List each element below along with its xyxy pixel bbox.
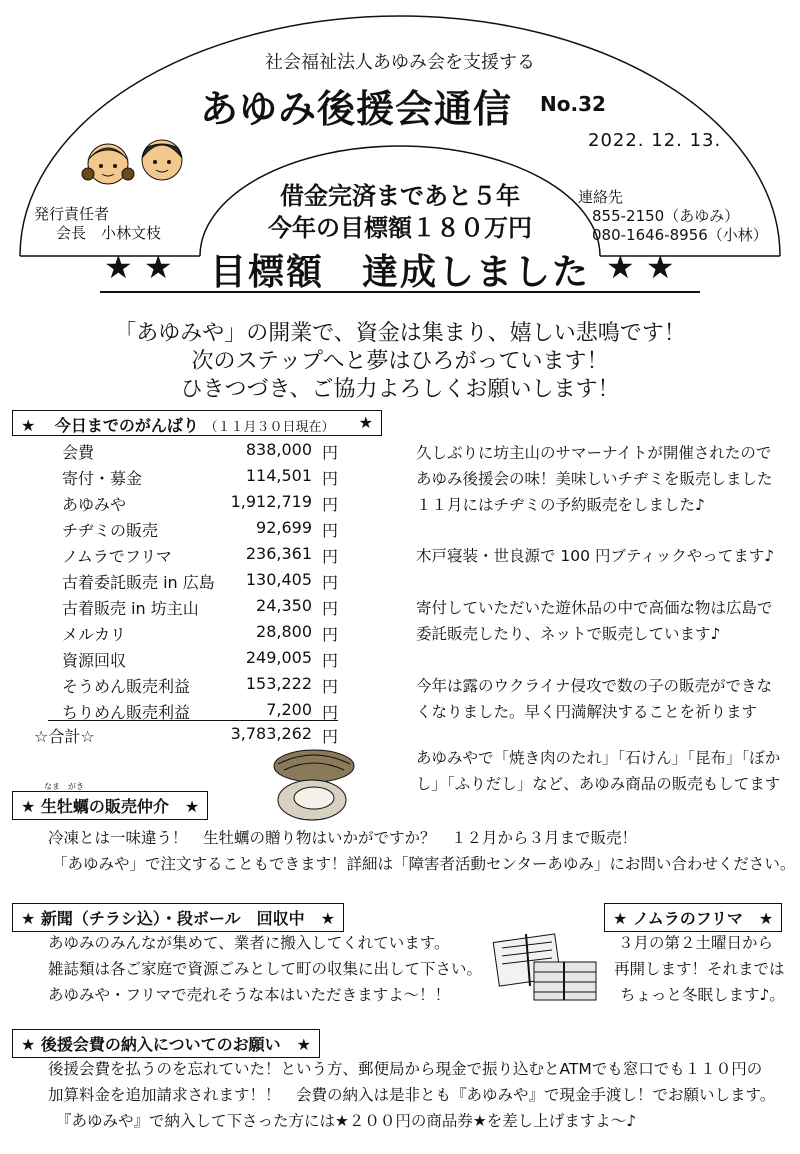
row-value: 28,800 <box>256 622 312 641</box>
boy-icon <box>142 140 182 180</box>
newsletter-title: あゆみ後援会通信 <box>200 87 513 131</box>
row-label: チヂミの販売 <box>62 521 159 540</box>
progress-header-star-left: ★ <box>21 416 36 435</box>
progress-header-star-right: ★ <box>358 413 373 432</box>
note-3-line-2: 委託販売したり、ネットで販売しています♪ <box>416 625 721 643</box>
lead-line-2: 次のステップへと夢はひろがっています！ <box>191 349 609 374</box>
newspaper-bundle-icon <box>490 928 602 1006</box>
issue-number: No.32 <box>540 92 606 116</box>
row-currency: 円 <box>322 703 339 722</box>
row-label: メルカリ <box>62 625 127 644</box>
fee-header: ★ 後援会費の納入についてのお願い ★ <box>12 1029 320 1058</box>
fee-line-2: 加算料金を追加請求されます！！ 会費の納入は是非とも『あゆみや』で現金手渡し！でお願いします。 <box>48 1086 776 1104</box>
row-value: 24,350 <box>256 596 312 615</box>
row-currency: 円 <box>322 651 339 670</box>
contact-phone-2: 080-1646-8956（小林） <box>592 226 768 244</box>
note-1-line-1: 久しぶりに坊主山のサマーナイトが開催されたので <box>416 444 772 462</box>
row-label: 古着委託販売 in 広島 <box>62 573 215 592</box>
row-value: 236,361 <box>245 544 312 563</box>
lead-line-3: ひきつづき、ご協力よろしくお願いします！ <box>180 377 620 402</box>
row-label: 寄付・募金 <box>62 469 143 488</box>
oyster-line-1: 冷凍とは一味違う！ 生牡蠣の贈り物はいかがですか？ １２月から３月まで販売！ <box>48 829 638 847</box>
total-value: 3,783,262 <box>230 724 312 743</box>
row-value: 153,222 <box>245 674 312 693</box>
oyster-header: ★ 生牡蠣の販売仲介 ★ <box>12 791 208 820</box>
achievement-banner: 目標額 達成しました <box>209 252 590 293</box>
banner-stars-right: ★ ★ <box>606 248 675 286</box>
row-currency: 円 <box>322 495 339 514</box>
subtitle: 社会福祉法人あゆみ会を支援する <box>265 52 535 73</box>
row-label: 資源回収 <box>62 651 127 670</box>
row-value: 114,501 <box>245 466 312 485</box>
note-5-line-2: し」「ふりだし」など、あゆみ商品の販売もしてます <box>416 775 781 793</box>
note-4-line-2: くなりました。早く円満解決することを祈ります <box>416 703 758 721</box>
contact-phone-1: 855-2150（あゆみ） <box>592 207 740 225</box>
newspaper-line-3: あゆみや・フリマで売れそうな本はいただきますよ～！！ <box>48 986 451 1004</box>
row-currency: 円 <box>322 443 339 462</box>
banner-stars-left: ★ ★ <box>104 248 173 286</box>
row-currency: 円 <box>322 573 339 592</box>
row-label: あゆみや <box>62 495 127 514</box>
row-value: 838,000 <box>245 440 312 459</box>
oyster-line-2: 「あゆみや」で注文することもできます！詳細は「障害者活動センターあゆみ」にお問い合わせください。 <box>52 855 796 873</box>
note-3-line-1: 寄付していただいた遊休品の中で高価な物は広島で <box>416 599 773 617</box>
oyster-ruby: なま がき <box>44 782 84 791</box>
row-currency: 円 <box>322 521 339 540</box>
row-label: ノムラでフリマ <box>62 547 172 566</box>
row-currency: 円 <box>322 599 339 618</box>
note-1-line-3: １１月にはチヂミの予約販売をしました♪ <box>416 496 705 514</box>
row-currency: 円 <box>322 625 339 644</box>
row-label: ちりめん販売利益 <box>62 703 191 722</box>
row-value: 130,405 <box>245 570 312 589</box>
row-value: 249,005 <box>245 648 312 667</box>
nomura-line-1: ３月の第２土曜日から <box>618 934 774 952</box>
oyster-icon <box>266 744 358 824</box>
nomura-line-2: 再開します！それまでは <box>614 960 785 978</box>
note-4-line-1: 今年は露のウクライナ侵攻で数の子の販売ができな <box>416 677 773 695</box>
row-label: 古着販売 in 坊主山 <box>62 599 199 618</box>
progress-header <box>12 410 382 436</box>
issue-date: 2022. 12. 13. <box>588 130 722 151</box>
note-1-line-2: あゆみ後援会の味！美味しいチヂミを販売しました <box>416 470 773 488</box>
publisher-name: 会長 小林文枝 <box>56 224 162 242</box>
row-value: 92,699 <box>256 518 312 537</box>
row-currency: 円 <box>322 469 339 488</box>
nomura-header: ★ ノムラのフリマ ★ <box>604 903 782 932</box>
total-rule <box>48 720 338 721</box>
fee-line-1: 後援会費を払うのを忘れていた！という方、郵便局から現金で振り込むとATMでも窓口でも１１０円の <box>48 1060 763 1078</box>
children-illustration <box>80 128 200 198</box>
note-5-line-1: あゆみやで「焼き肉のたれ」「石けん」「昆布」「ぼか <box>416 749 781 767</box>
row-currency: 円 <box>322 677 339 696</box>
row-value: 1,912,719 <box>230 492 312 511</box>
newspaper-line-1: あゆみのみんなが集めて、業者に搬入してくれています。 <box>48 934 450 952</box>
row-value: 7,200 <box>266 700 312 719</box>
fee-line-3: 『あゆみや』で納入して下さった方には★２００円の商品券★を差し上げますよ～♪ <box>56 1112 637 1130</box>
newspaper-line-2: 雑誌類は各ご家庭で資源ごみとして町の収集に出して下さい。 <box>48 960 483 978</box>
progress-header-date: （１１月３０日現在） <box>204 420 335 435</box>
total-label: ☆合計☆ <box>34 727 95 746</box>
lead-line-1: 「あゆみや」の開業で、資金は集まり、嬉しい悲鳴です！ <box>114 321 686 346</box>
row-label: そうめん販売利益 <box>62 677 191 696</box>
girl-icon <box>82 144 134 184</box>
slogan-line-1: 借金完済まであと５年 <box>280 182 520 210</box>
publisher-label: 発行責任者 <box>34 205 110 223</box>
note-2-line-1: 木戸寝装・世良源で 100 円ブティックやってます♪ <box>416 547 775 565</box>
row-label: 会費 <box>62 443 95 462</box>
nomura-line-3: ちょっと冬眠します♪。 <box>620 986 785 1004</box>
contact-label: 連絡先 <box>578 188 624 206</box>
banner-underline <box>100 291 700 293</box>
progress-header-title: 今日までのがんばり <box>54 416 199 435</box>
slogan-line-2: 今年の目標額１８０万円 <box>268 214 532 242</box>
newspaper-header: ★ 新聞（チラシ込）・段ボール 回収中 ★ <box>12 903 344 932</box>
row-currency: 円 <box>322 547 339 566</box>
total-currency: 円 <box>322 727 339 746</box>
